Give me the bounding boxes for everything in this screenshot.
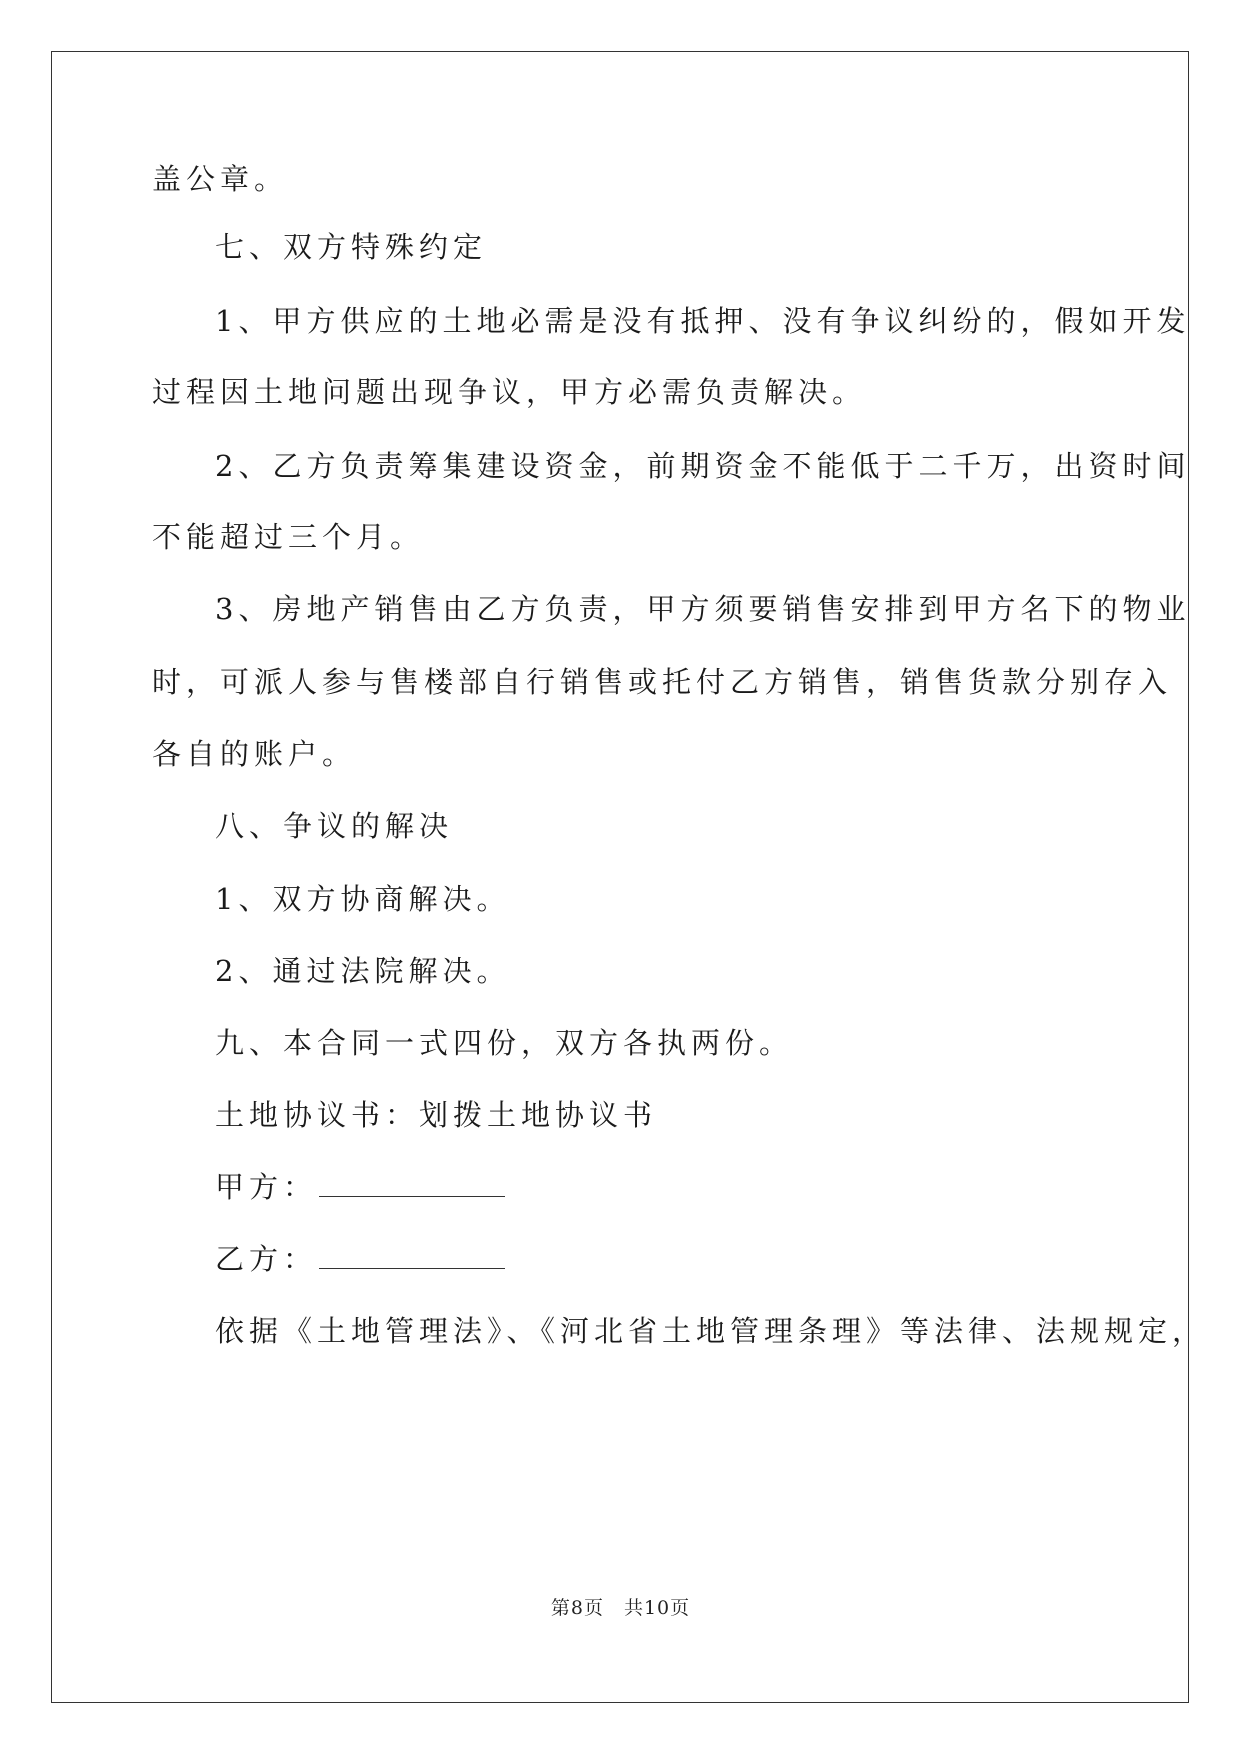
text-line: 盖公章。 — [152, 162, 289, 196]
party-a-line — [215, 1168, 505, 1207]
page-border — [51, 51, 1189, 1703]
party-b-line — [215, 1240, 505, 1279]
party-b-label: 乙方： — [215, 1242, 318, 1276]
text-line: 1、甲方供应的土地必需是没有抵押、没有争议纠纷的，假如开发 — [215, 304, 1191, 338]
text-line: 时，可派人参与售楼部自行销售或托付乙方销售，销售货款分别存入 — [152, 665, 1173, 699]
text-line: 2、乙方负责筹集建设资金，前期资金不能低于二千万，出资时间 — [215, 449, 1191, 483]
text-line: 九、本合同一式四份，双方各执两份。 — [215, 1026, 794, 1060]
text-line: 3、房地产销售由乙方负责，甲方须要销售安排到甲方名下的物业 — [215, 592, 1191, 626]
text-line: 依据《土地管理法》、《河北省土地管理条理》等法律、法规规定， — [215, 1314, 1207, 1348]
text-line: 各自的账户。 — [152, 737, 357, 771]
party-a-blank — [319, 1168, 505, 1197]
party-b-blank — [319, 1240, 505, 1269]
text-line: 1、双方协商解决。 — [215, 882, 511, 916]
section-heading: 八、争议的解决 — [215, 809, 454, 843]
page-number: 第8页 共10页 — [550, 1597, 691, 1619]
text-line: 过程因土地问题出现争议，甲方必需负责解决。 — [152, 375, 867, 409]
text-line: 2、通过法院解决。 — [215, 954, 511, 988]
section-heading: 七、双方特殊约定 — [215, 230, 488, 264]
party-a-label: 甲方： — [215, 1170, 318, 1204]
text-line: 不能超过三个月。 — [152, 520, 425, 554]
text-line: 土地协议书：划拨土地协议书 — [215, 1098, 658, 1132]
